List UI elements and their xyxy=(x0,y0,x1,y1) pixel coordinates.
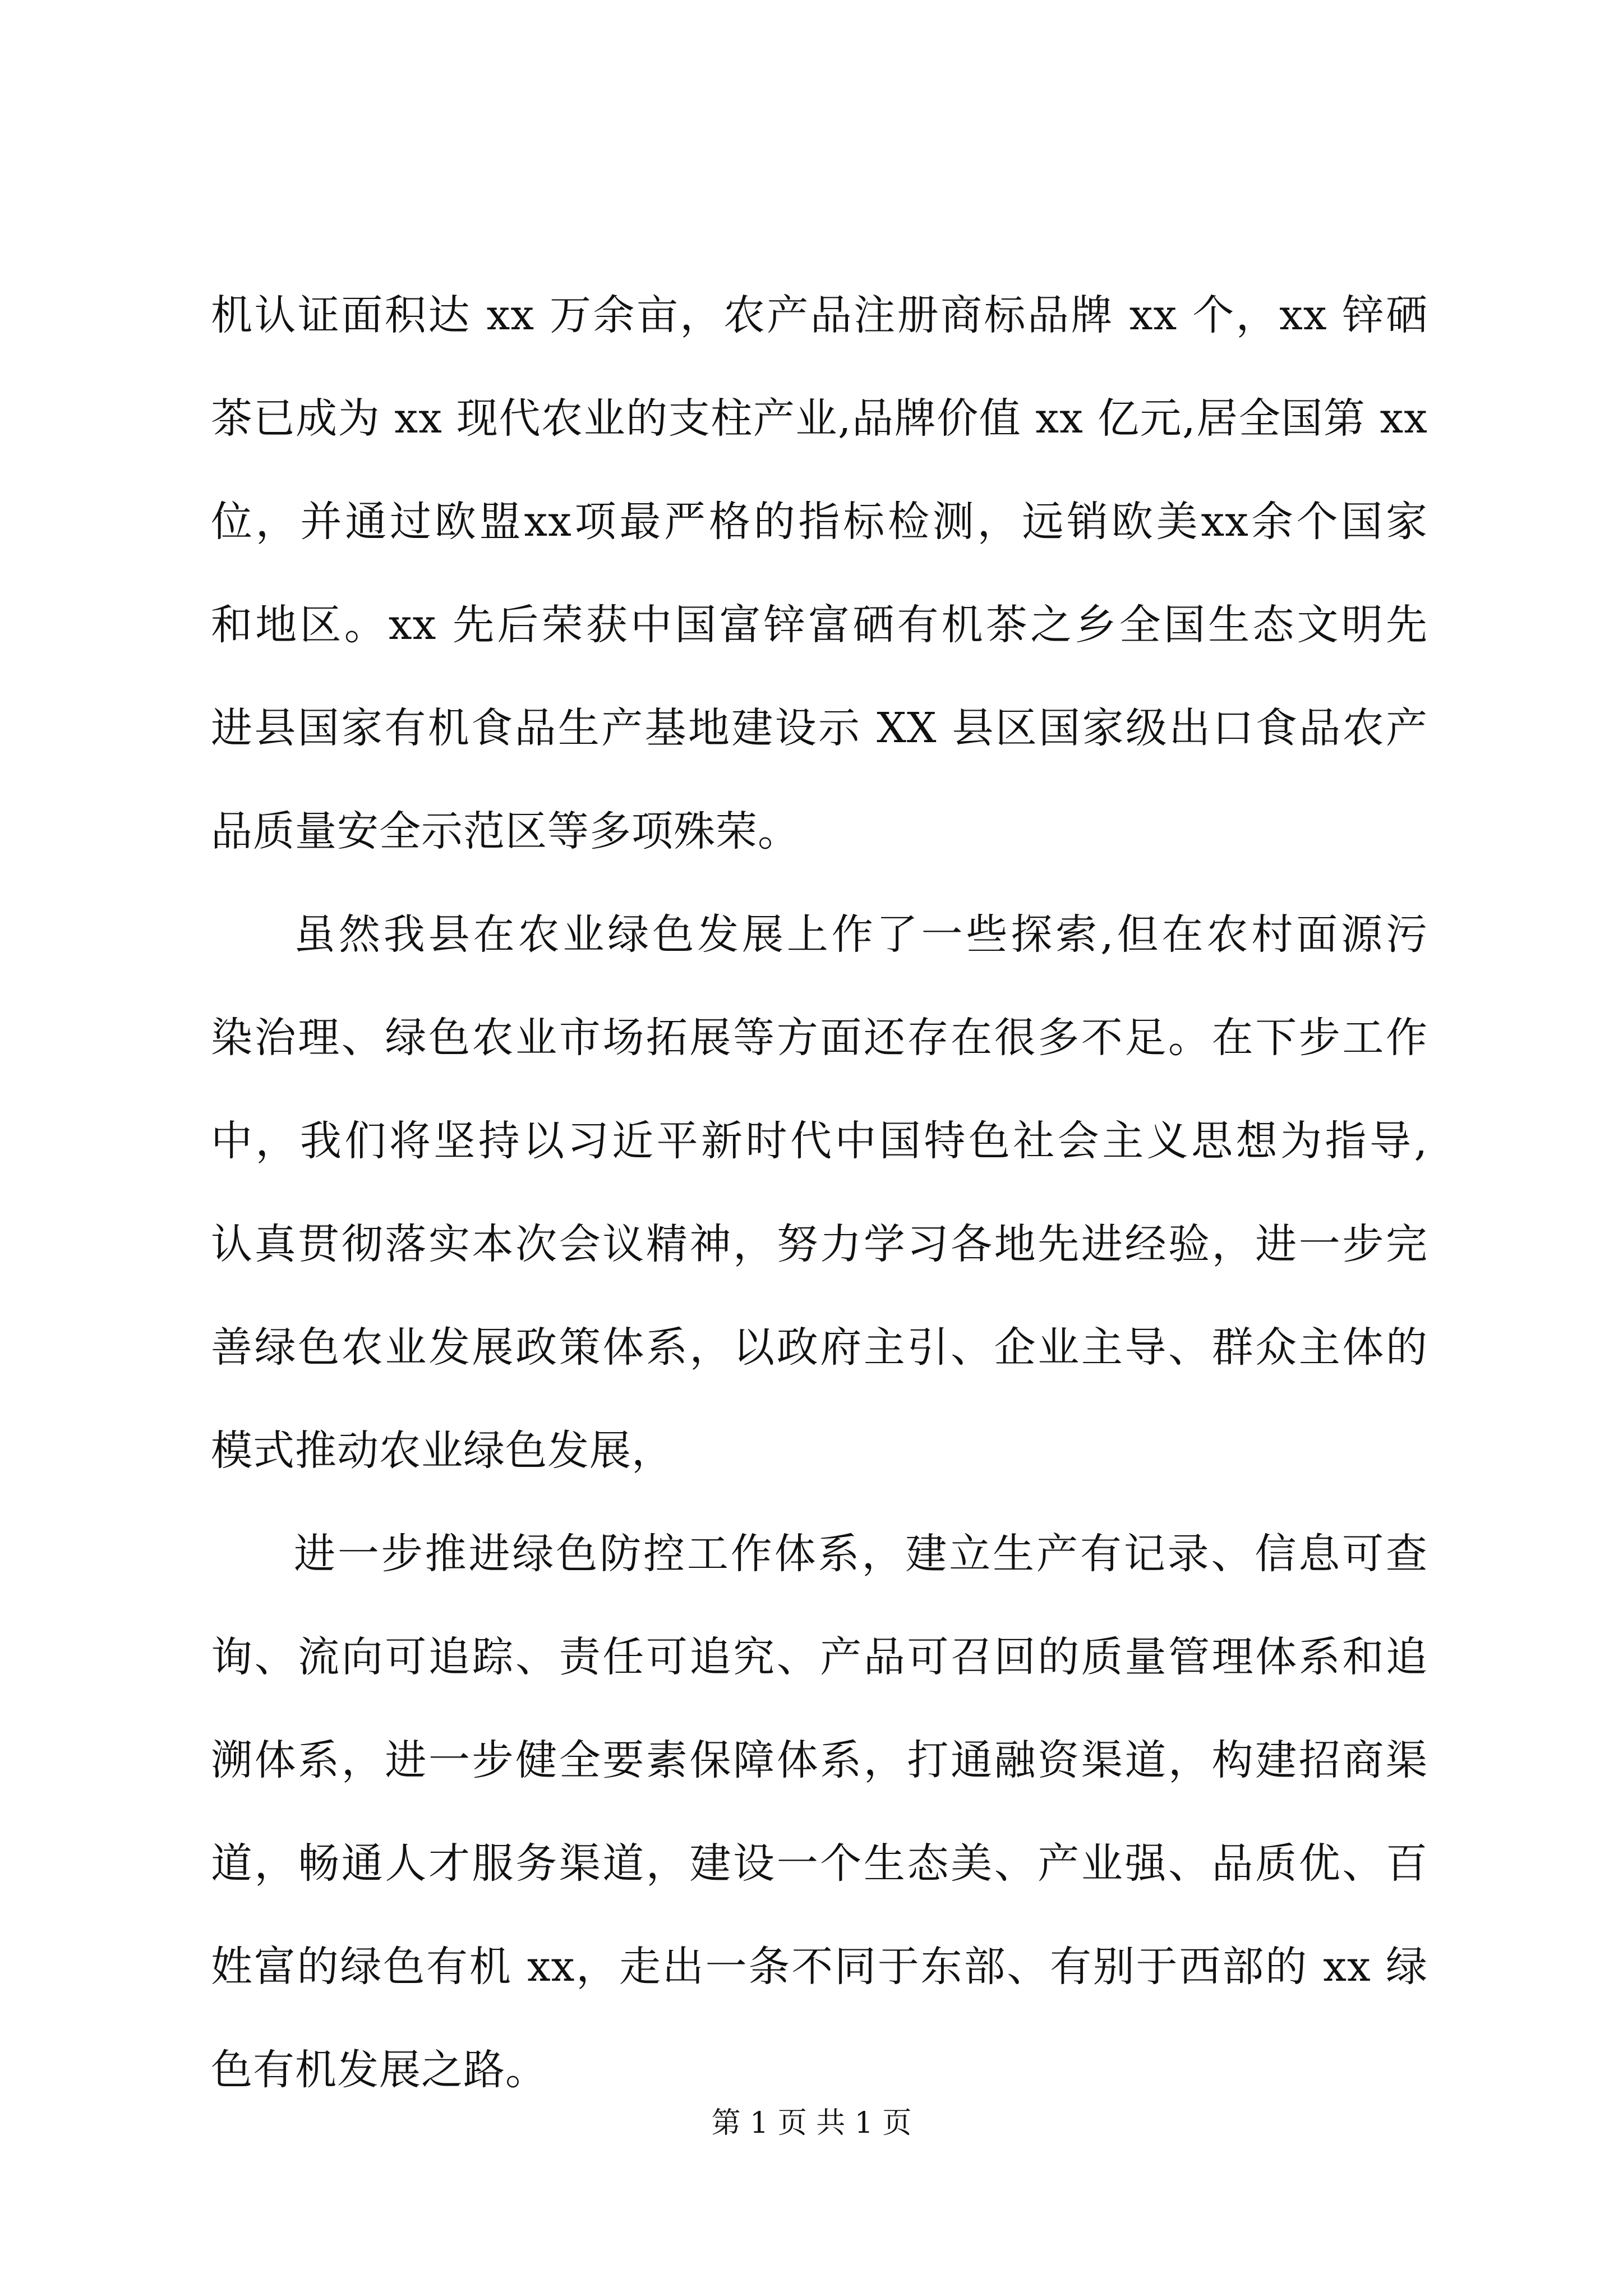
text-line: 染治理、绿色农业市场拓展等方面还存在很多不足。在下步工作 xyxy=(211,1014,1428,1062)
text-line: 进一步推进绿色防控工作体系，建立生产有记录、信息可查 xyxy=(294,1530,1428,1578)
text-line: 进县国家有机食品生产基地建设示 XX 县区国家级出口食品农产 xyxy=(211,704,1428,752)
paragraph-1 xyxy=(211,264,1428,883)
text-line: 和地区。xx 先后荣获中国富锌富硒有机茶之乡全国生态文明先 xyxy=(211,601,1428,649)
document-body xyxy=(211,264,1428,2122)
text-line: 道，畅通人才服务渠道，建设一个生态美、产业强、品质优、百 xyxy=(211,1839,1428,1888)
text-line: 溯体系，进一步健全要素保障体系，打通融资渠道，构建招商渠 xyxy=(211,1736,1428,1784)
text-line: 虽然我县在农业绿色发展上作了一些探索,但在农村面源污 xyxy=(294,910,1428,959)
page-footer xyxy=(0,2101,1623,2146)
text-line: 茶已成为 xx 现代农业的支柱产业,品牌价值 xx 亿元,居全国第 xx xyxy=(211,394,1428,443)
text-line: 善绿色农业发展政策体系，以政府主引、企业主导、群众主体的 xyxy=(211,1323,1428,1372)
text-line: 机认证面积达 xx 万余亩，农产品注册商标品牌 xx 个，xx 锌硒 xyxy=(211,291,1428,339)
text-line: 认真贯彻落实本次会议精神，努力学习各地先进经验，进一步完 xyxy=(211,1220,1428,1268)
text-line: 姓富的绿色有机 xx，走出一条不同于东部、有别于西部的 xx 绿 xyxy=(211,1943,1428,1991)
text-line: 中，我们将坚持以习近平新时代中国特色社会主义思想为指导, xyxy=(211,1117,1428,1165)
text-line: 询、流向可追踪、责任可追究、产品可召回的质量管理体系和追 xyxy=(211,1633,1428,1681)
paragraph-3 xyxy=(211,1502,1428,2122)
text-line: 品质量安全示范区等多项殊荣。 xyxy=(211,807,800,855)
page-number-label: 第 1 页 共 1 页 xyxy=(711,2106,912,2140)
text-line: 色有机发展之路。 xyxy=(211,2046,547,2094)
text-line: 位，并通过欧盟xx项最严格的指标检测，远销欧美xx余个国家 xyxy=(211,498,1428,546)
text-line: 模式推动农业绿色发展， xyxy=(211,1427,674,1475)
paragraph-2 xyxy=(211,883,1428,1502)
